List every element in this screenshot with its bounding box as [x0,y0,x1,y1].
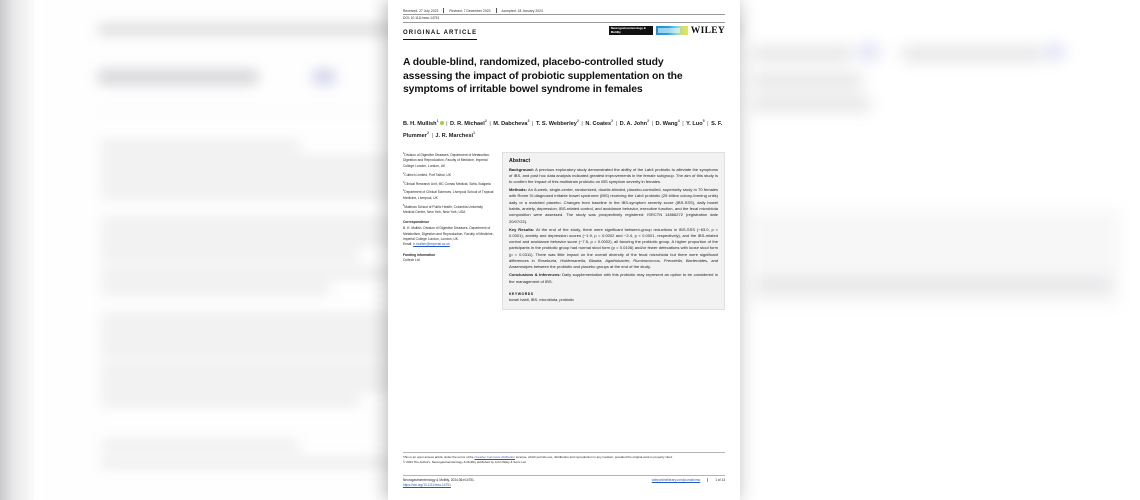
footer-bar [403,478,725,489]
author-separator: | [707,120,709,127]
revised-date: Revised: 7 December 2023 [449,9,491,13]
doi-divider [403,22,725,23]
author-list [403,118,725,141]
author-separator: | [651,120,654,127]
article-body-columns [403,152,725,310]
footer-divider-bottom [403,475,725,476]
affiliation-marker: 1 [403,152,405,155]
author-separator: | [431,132,433,139]
page-number: 1 of 13 [707,478,725,482]
author-separator: | [489,120,491,127]
page-title: A double-blind, randomized, placebo-controlled study assessing the impact of probiotic supplementation on the symptoms of irritable bowel syndrome in females [403,57,683,96]
journal-badge: Neurogastroenterology & Motility [609,26,653,36]
affiliation-marker: 5 [403,203,405,207]
abstract-section-label: Key Results: [509,226,535,232]
journal-site-link[interactable]: wileyonlinelibrary.com/journal/nmo [651,478,701,482]
taxon-names: Roseburia, Holdemanella, Blautia, Agathobacter, Ruminococcus, Prevotella, Bacteroides, and Anaerostipes [509,258,719,270]
affiliations-column [403,152,495,310]
author-affiliation-marker: 4 [677,119,680,123]
copyright-notice: © 2024 The Authors. Neurogastroenterology & Motility published by John Wiley & Sons Ltd. [403,459,527,464]
email-label: Email: [403,242,413,247]
license-text-pre: This is an open access article under the terms of the [403,455,475,459]
article-history [403,7,725,13]
license-notice [403,455,725,465]
correspondence-email-link[interactable]: b.mullish@imperial.ac.uk [413,242,450,247]
affiliation-marker: 4 [403,189,405,193]
accepted-date: Accepted: 18 January 2024 [501,9,543,13]
footer-divider-top [403,452,725,453]
journal-color-swatch-icon [656,26,688,35]
author-name[interactable]: J. R. Marchesi$^1$ [435,130,476,139]
author-name[interactable]: M. Dabcheva$^3$ [493,119,530,127]
affiliation-marker: 3 [403,180,405,184]
abstract-section-label: Methods: [509,187,527,193]
author-name[interactable]: S. F. Plummer$^2$ [403,120,723,139]
citation-text: Neurogastroenterology & Motility. 2024;36:e14751. [403,478,475,482]
background-document-right [742,0,1140,500]
funding-body: Cultech Ltd [403,258,420,263]
abstract-section-label: Background: [509,166,534,172]
citation-block [403,478,475,489]
author-affiliation-marker: 5 [702,119,705,123]
affiliation-item: $^2$Cultech Limited, Port Talbot, UK [403,171,452,177]
orcid-icon[interactable] [440,121,444,125]
doi-url-link[interactable]: https://doi.org/10.1111/nmo.14751 [403,483,451,488]
publisher-logo [609,25,725,36]
author-separator: | [446,120,448,127]
author-affiliation-marker: 2 [484,119,487,123]
correspondence-heading: Correspondence [403,220,430,225]
author-name[interactable]: Y. Luo$^5$ [686,119,705,127]
affiliation-item: $^1$Division of Digestive Diseases, Department of Metabolism, Digestion and Reproduction, Faculty of Medicine, Imperial College London, London, UK [403,152,490,168]
author-name[interactable]: D. A. John$^2$ [619,119,650,127]
abstract-section-label: Conclusions & Inferences: [509,272,561,278]
author-affiliation-marker: 2 [611,119,614,123]
author-separator: | [532,120,534,127]
affiliation-item: $^4$Department of Clinical Sciences, Liverpool School of Tropical Medicine, Liverpool, UK [403,189,494,200]
abstract-section: Background: A previous exploratory study demonstrated the ability of the Lab4 probiotic to alleviate the symptoms of IBS, and post hoc data analysis indicated greatest improvements in the female subgroup. The aim of this study is to confirm the impact of this multistrain probiotic on IBS symptom severity in females. [509,166,718,185]
abstract-section: Key Results: At the end of the study, there were significant between-group reductions in IBS-SSS (−83.0, p < 0.0001), anxiety and depression scores (−1.9, p = 0.0002 and −2.4, p < 0.0001, respectively), and the IBS-related control and avoidance behavior score (−7.5, p = 0.0002), all favoring the probiotic group. A higher proportion of the participants in the probiotic group had normal stool form (p = 0.0106) and/or fewer defecations with loose stool form (p = 0.0311). There was little impact on the overall diversity of the fecal microbiota but there were significant differences in Roseburia, Holdemanella, Blautia, Agathobacter, Ruminococcus, Prevotella, Bacteroides, and Anaerostipes between the probiotic and placebo groups at the end of the study. [509,226,719,270]
keywords-list: bowel habit, IBS, microbiota, probiotic [509,297,575,303]
funding-heading: Funding information [403,252,436,257]
author-affiliation-marker: 2 [576,119,579,123]
author-separator: | [615,120,618,127]
author-name[interactable]: D. Wang$^4$ [655,119,680,127]
author-affiliation-marker: 1 [473,130,476,135]
author-affiliation-marker: 2 [647,119,650,123]
abstract-section: Conclusions & Inferences: Daily supplementation with this probiotic may represent an option to be considered in the management of IBS. [509,272,718,284]
affiliation-marker: 2 [403,171,405,175]
article-type-label: ORIGINAL ARTICLE [403,30,477,40]
history-divider [403,14,725,15]
history-separator-1 [443,8,444,13]
author-name[interactable]: N. Coates$^2$ [585,119,614,127]
history-separator-2 [496,8,497,13]
affiliations-list [403,152,495,215]
received-date: Received: 27 July 2023 [403,9,439,13]
correspondence-body [403,226,495,247]
page-edge-shadow [0,0,34,500]
author-affiliation-marker: 3 [527,119,530,123]
author-affiliation-marker: 1 [436,119,439,123]
license-text-post: License, which permits use, distribution and reproduction in any medium, provided the original work is properly cited. [514,455,673,459]
author-name[interactable]: D. R. Michael$^2$ [450,119,487,127]
affiliation-item: $^5$Mailman School of Public Health, Columbia University Medical Centre, New York, New York, USA [403,203,483,215]
author-name[interactable]: B. H. Mullish$^1$ [403,119,439,127]
author-separator: | [581,120,583,127]
abstract-panel [502,152,725,310]
correspondence-address: B. H. Mullish, Division of Digestive Diseases, Department of Metabolism, Digestion and Reproduction, Faculty of Medicine, Imperial College London, London, UK. [403,226,494,241]
footer-right-group [652,478,725,482]
abstract-section: Methods: An 8-week, single-center, randomized, double-blinded, placebo-controlled, superiority study in 70 females with Rome IV-diagnosed irritable bowel syndrome (IBS) receiving the Lab4 probiotic (25 billion colony-forming units) daily or a matched placebo. Changes from baseline in the IBS-symptom severity score (IBS-SSS), daily bowel habits, anxiety, depression, IBS-related control, and avoidance behavior, executive function, and the fecal microbiota composition were assessed. The study was prospectively registered: ISRCTN 14866272 (registration date 20/07/22). [509,187,718,224]
author-affiliation-marker: 2 [426,130,429,135]
keywords-heading: KEYWORDS [509,291,534,296]
creative-commons-link[interactable]: Creative Commons Attribution [474,455,515,459]
affiliation-item: $^3$Clinical Research Unit, MC Comac Medical, Sofia, Bulgaria [403,180,491,186]
author-name[interactable]: T. S. Webberley$^2$ [535,119,579,127]
article-page[interactable] [388,0,740,500]
doi-line: DOI: 10.1111/nmo.14751 [403,15,440,20]
abstract-heading: Abstract [509,158,531,164]
abstract-sections [509,167,718,285]
author-separator: | [682,120,684,127]
wiley-wordmark: WILEY [690,25,725,36]
